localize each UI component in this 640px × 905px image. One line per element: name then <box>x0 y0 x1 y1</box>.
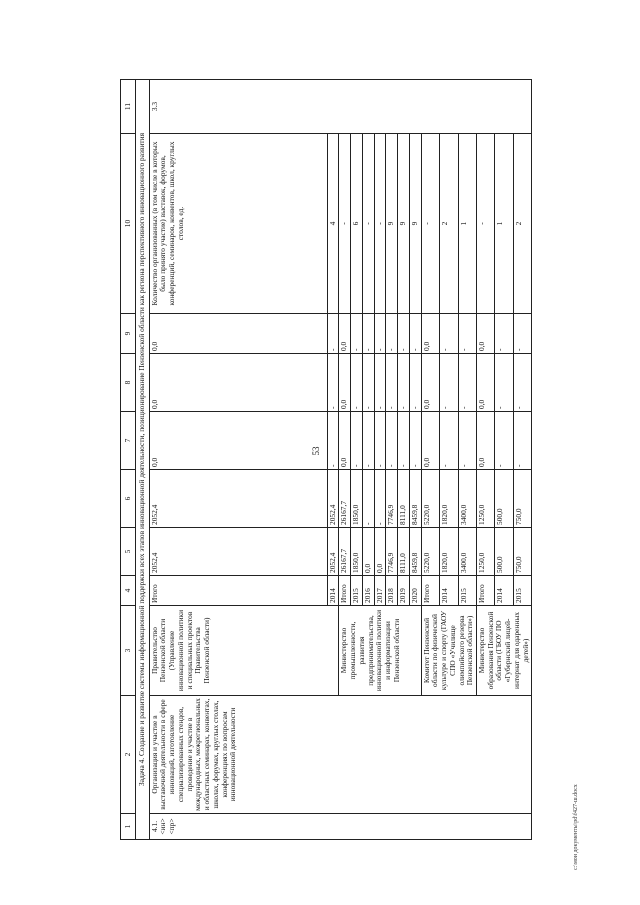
local-budget-cell: - <box>409 354 421 412</box>
col-header-11: 11 <box>121 80 136 134</box>
other-source-cell: 0,0 <box>477 314 495 354</box>
indicator-value-cell: 2 <box>513 134 531 314</box>
task-title: Задача 4. Создание и развитие системы информационной поддержки всех этапов инновационной деятельности, позиционирование Пензенской области как региона перспективного инновационного развития <box>136 80 150 840</box>
col-header-1: 1 <box>121 814 136 840</box>
federal-budget-cell: - <box>386 412 398 470</box>
local-budget-cell: - <box>398 354 410 412</box>
year-cell: 2016 <box>362 576 374 606</box>
total-cell: 7746,9 <box>386 528 398 576</box>
total-cell: 8459,8 <box>409 528 421 576</box>
col-header-7: 7 <box>121 412 136 470</box>
executor-cell: Комитет Пензенской области по физической культуре и спорту (ГАОУ СПО «Училище олимпийского резерва Пензенской области») <box>421 606 476 696</box>
local-budget-cell: - <box>362 354 374 412</box>
item-number-cell: 4.1. <ин> <пр> <box>149 814 532 840</box>
local-budget-cell: 0,0 <box>339 354 351 412</box>
indicator-value-cell: 1 <box>458 134 476 314</box>
regional-budget-cell: 5220,0 <box>421 470 439 528</box>
indicator-value-cell: 9 <box>398 134 410 314</box>
regional-budget-cell: 1250,0 <box>477 470 495 528</box>
other-source-cell: 0,0 <box>421 314 439 354</box>
col-header-8: 8 <box>121 354 136 412</box>
indicator-value-cell: 6 <box>351 134 363 314</box>
year-cell: 2015 <box>458 576 476 606</box>
indicator-value-cell: - <box>362 134 374 314</box>
local-budget-cell: - <box>327 354 339 412</box>
regional-budget-cell: 1820,0 <box>440 470 458 528</box>
col-header-5: 5 <box>121 528 136 576</box>
indicator-value-cell: 4 <box>327 134 339 314</box>
federal-budget-cell: - <box>458 412 476 470</box>
federal-budget-cell: - <box>351 412 363 470</box>
executor-cell: Министерство образования Пензенской области (ГБОУ ПО «Губернский лицей-интернат для одаренных детей») <box>477 606 532 696</box>
indicator-code-cell: 3.3 <box>149 80 532 134</box>
other-source-cell: - <box>409 314 421 354</box>
other-source-cell: 0,0 <box>149 314 327 354</box>
federal-budget-cell: - <box>398 412 410 470</box>
col-header-9: 9 <box>121 314 136 354</box>
column-number-row <box>121 80 136 840</box>
regional-budget-cell: 7746,9 <box>386 470 398 528</box>
year-cell: 2015 <box>351 576 363 606</box>
regional-budget-cell: 500,0 <box>495 470 513 528</box>
other-source-cell: - <box>440 314 458 354</box>
other-source-cell: - <box>386 314 398 354</box>
total-cell: 0,0 <box>374 528 386 576</box>
task-row <box>136 80 150 840</box>
executor-cell: Правительство Пензенской области (Управление инновационной политики и специальных проектов Правительства Пензенской области) <box>149 606 339 696</box>
total-cell: 3400,0 <box>458 528 476 576</box>
local-budget-cell: 0,0 <box>477 354 495 412</box>
year-cell: 2017 <box>374 576 386 606</box>
file-path-footer: c:\мои документы\pd\f427-ш.docx <box>573 784 579 870</box>
other-source-cell: - <box>495 314 513 354</box>
local-budget-cell: - <box>458 354 476 412</box>
indicator-value-cell: - <box>374 134 386 314</box>
federal-budget-cell: 0,0 <box>339 412 351 470</box>
local-budget-cell: - <box>351 354 363 412</box>
table-row <box>149 80 327 840</box>
regional-budget-cell: 3400,0 <box>458 470 476 528</box>
federal-budget-cell: - <box>513 412 531 470</box>
year-cell: 2014 <box>495 576 513 606</box>
indicator-cell <box>149 134 327 314</box>
federal-budget-cell: 0,0 <box>149 412 327 470</box>
local-budget-cell: - <box>386 354 398 412</box>
regional-budget-cell: 2052,4 <box>327 470 339 528</box>
col-header-4: 4 <box>121 576 136 606</box>
regional-budget-cell: 26167,7 <box>339 470 351 528</box>
local-budget-cell: - <box>495 354 513 412</box>
other-source-cell: - <box>458 314 476 354</box>
total-cell: 750,0 <box>513 528 531 576</box>
year-cell: 2020 <box>409 576 421 606</box>
federal-budget-cell: - <box>409 412 421 470</box>
regional-budget-cell: 750,0 <box>513 470 531 528</box>
total-cell: 0,0 <box>362 528 374 576</box>
other-source-cell: - <box>362 314 374 354</box>
regional-budget-cell: 8111,0 <box>398 470 410 528</box>
program-table <box>120 79 532 840</box>
indicator-value-cell: 9 <box>386 134 398 314</box>
document-sheet <box>120 80 590 840</box>
year-cell: 2014 <box>327 576 339 606</box>
year-cell: Итого <box>477 576 495 606</box>
regional-budget-cell: 8459,8 <box>409 470 421 528</box>
indicator-value-cell: - <box>421 134 439 314</box>
executor-cell: Министерство промышленности, развития предпринимательства, инновационной политики и информатизации Пензенской области <box>339 606 421 696</box>
regional-budget-cell: - <box>374 470 386 528</box>
indicator-value-cell: 9 <box>409 134 421 314</box>
indicator-value-cell: - <box>339 134 351 314</box>
regional-budget-cell: 2052,4 <box>149 470 327 528</box>
regional-budget-cell: 1850,0 <box>351 470 363 528</box>
year-cell: 2018 <box>386 576 398 606</box>
total-cell: 26167,7 <box>339 528 351 576</box>
total-cell: 1850,0 <box>351 528 363 576</box>
total-cell: 1820,0 <box>440 528 458 576</box>
table-body <box>149 80 532 840</box>
total-cell: 5220,0 <box>421 528 439 576</box>
indicator-value-cell: - <box>477 134 495 314</box>
federal-budget-cell: - <box>327 412 339 470</box>
total-cell: 2052,4 <box>327 528 339 576</box>
year-cell: 2015 <box>513 576 531 606</box>
other-source-cell: - <box>513 314 531 354</box>
other-source-cell: - <box>398 314 410 354</box>
federal-budget-cell: 0,0 <box>477 412 495 470</box>
col-header-2: 2 <box>121 696 136 814</box>
col-header-10: 10 <box>121 134 136 314</box>
col-header-3: 3 <box>121 606 136 696</box>
indicator-value-cell: 2 <box>440 134 458 314</box>
regional-budget-cell: - <box>362 470 374 528</box>
federal-budget-cell: - <box>440 412 458 470</box>
year-cell: Итого <box>149 576 327 606</box>
page-number: 53 <box>311 446 321 456</box>
federal-budget-cell: - <box>495 412 513 470</box>
year-cell: Итого <box>421 576 439 606</box>
federal-budget-cell: - <box>362 412 374 470</box>
total-cell: 500,0 <box>495 528 513 576</box>
other-source-cell: - <box>327 314 339 354</box>
federal-budget-cell: 0,0 <box>421 412 439 470</box>
other-source-cell: 0,0 <box>339 314 351 354</box>
local-budget-cell: 0,0 <box>421 354 439 412</box>
total-cell: 8111,0 <box>398 528 410 576</box>
local-budget-cell: - <box>513 354 531 412</box>
item-name-cell: Организация и участие в выставочной деятельности в сфере инноваций, изготовление специализированных стендов, проведение и участие в международных, межрегиональных и областных семинарах, конвентах, школах, форумах, круглых столах, конференциях по вопросам инновационной деятельности <box>149 696 532 814</box>
indicator-text: Количество организованных (в том числе в которых было принято участие) выставок, форумов, конференций, семинаров, конвентов, школ, круглых столов, ед. <box>149 141 185 306</box>
local-budget-cell: - <box>374 354 386 412</box>
col-header-6: 6 <box>121 470 136 528</box>
year-cell: 2019 <box>398 576 410 606</box>
other-source-cell: - <box>351 314 363 354</box>
other-source-cell: - <box>374 314 386 354</box>
total-cell: 1250,0 <box>477 528 495 576</box>
total-cell: 2052,4 <box>149 528 327 576</box>
year-cell: Итого <box>339 576 351 606</box>
year-cell: 2014 <box>440 576 458 606</box>
local-budget-cell: 0,0 <box>149 354 327 412</box>
local-budget-cell: - <box>440 354 458 412</box>
federal-budget-cell: - <box>374 412 386 470</box>
indicator-value-cell: 1 <box>495 134 513 314</box>
